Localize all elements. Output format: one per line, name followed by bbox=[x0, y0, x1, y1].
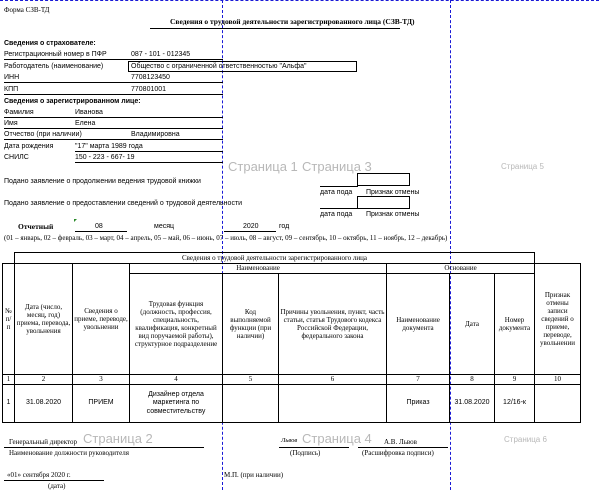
page-watermark-3: Страница 3 bbox=[302, 159, 372, 174]
header-event: Сведения о приеме, переводе, увольнении bbox=[73, 264, 130, 375]
decode-value: А.В. Львов bbox=[384, 438, 417, 446]
reg-value: 087 - 101 - 012345 bbox=[131, 51, 191, 58]
column-number: 10 bbox=[535, 375, 581, 385]
patronymic-line bbox=[4, 139, 223, 140]
cell-doc-number[interactable]: 12/16-к bbox=[495, 385, 535, 423]
page-watermark-6: Страница 6 bbox=[504, 435, 547, 444]
header-cancel: Признак отмены записи сведений о приеме, переводе, увольнении bbox=[535, 264, 581, 375]
name-line bbox=[4, 128, 223, 129]
form-title: Сведения о трудовой деятельности зарегистрированного лица (СЗВ-ТД) bbox=[170, 17, 415, 26]
column-number: 6 bbox=[279, 375, 387, 385]
snils-line bbox=[75, 162, 223, 163]
position-label: Наименование должности руководителя bbox=[9, 449, 129, 457]
position-line bbox=[4, 447, 204, 448]
year-line bbox=[224, 231, 276, 232]
provide-date-box[interactable] bbox=[357, 196, 410, 209]
provide-cancel-label: Признак отмены bbox=[366, 211, 420, 218]
header-reason: Причины увольнения, пункт, часть статьи, статья Трудового кодекса Российской Федерации, федерального закона bbox=[279, 274, 387, 375]
snils-label: СНИЛС bbox=[4, 154, 29, 161]
month-legend: (01 – январь, 02 – февраль, 03 – март, 04 – апрель, 05 – май, 06 – июнь, 07 – июль, 08 – август, 09 – сентябрь, 10 – октябрь, 11 – ноябрь, 12 – декабрь) bbox=[4, 234, 448, 242]
signature-line bbox=[279, 447, 349, 448]
patronymic-value: Владимировна bbox=[131, 131, 180, 138]
inn-label: ИНН bbox=[4, 74, 20, 81]
column-number: 1 bbox=[3, 375, 15, 385]
cell-date[interactable]: 31.08.2020 bbox=[15, 385, 73, 423]
stamp-label: М.П. (при наличии) bbox=[224, 471, 284, 479]
decode-line bbox=[358, 447, 448, 448]
kpp-line bbox=[4, 94, 223, 95]
patronymic-label: Отчество (при наличии) bbox=[4, 131, 82, 138]
table-row bbox=[3, 385, 581, 423]
continue-date-box[interactable] bbox=[357, 173, 410, 186]
column-number-row bbox=[3, 375, 581, 385]
continue-cancel-label: Признак отмены bbox=[366, 189, 420, 196]
inn-line bbox=[4, 82, 223, 83]
cell-event[interactable]: ПРИЕМ bbox=[73, 385, 130, 423]
birth-label: Дата рождения bbox=[4, 143, 54, 150]
position-value: Генеральный директор bbox=[9, 438, 77, 446]
header-doc-date: Дата bbox=[450, 274, 495, 375]
reg-line bbox=[4, 59, 223, 60]
name-label: Имя bbox=[4, 120, 18, 127]
cell-doc-date[interactable]: 31.08.2020 bbox=[450, 385, 495, 423]
kpp-label: КПП bbox=[4, 86, 19, 93]
header-code: Код выполняемой функции (при наличии) bbox=[223, 274, 279, 375]
column-number: 4 bbox=[130, 375, 223, 385]
snils-value: 150 - 223 - 667- 19 bbox=[75, 154, 135, 161]
cell-cancel[interactable] bbox=[535, 385, 581, 423]
header-doc-number: Номер документа bbox=[495, 274, 535, 375]
sign-date-value: «01» сентября 2020 г. bbox=[7, 471, 71, 479]
column-number: 7 bbox=[387, 375, 450, 385]
cell-code[interactable] bbox=[223, 385, 279, 423]
column-number: 3 bbox=[73, 375, 130, 385]
page-break-top bbox=[0, 0, 599, 1]
header-basis-group: Основание bbox=[387, 264, 535, 274]
continue-date-line bbox=[320, 186, 358, 187]
column-number: 8 bbox=[450, 375, 495, 385]
period-label: Отчетный bbox=[18, 222, 54, 231]
month-label: месяц bbox=[154, 223, 175, 230]
birth-line bbox=[75, 151, 223, 152]
inn-value: 7708123450 bbox=[131, 74, 170, 81]
column-number: 9 bbox=[495, 375, 535, 385]
employer-value: Общество с ограниченной ответственностью "Альфа" bbox=[131, 63, 307, 70]
column-number: 5 bbox=[223, 375, 279, 385]
cell-reason[interactable] bbox=[279, 385, 387, 423]
signature-label: (Подпись) bbox=[290, 449, 321, 457]
reg-label: Регистрационный номер в ПФР bbox=[4, 51, 107, 58]
provide-application-text: Подано заявление о предоставлении сведений о трудовой деятельности bbox=[4, 200, 243, 207]
cell-index[interactable]: 1 bbox=[3, 385, 15, 423]
signature-value: Львов bbox=[281, 437, 298, 444]
cell-function[interactable]: Дизайнер отдела маркетинга по совместительству bbox=[130, 385, 223, 423]
page-watermark-1: Страница 1 bbox=[228, 159, 298, 174]
year-label: год bbox=[279, 223, 290, 230]
employer-label: Работодатель (наименование) bbox=[4, 63, 104, 70]
kpp-value: 770801001 bbox=[131, 86, 167, 93]
decode-label: (Расшифровка подписи) bbox=[362, 449, 434, 457]
cell-doc-name[interactable]: Приказ bbox=[387, 385, 450, 423]
header-function: Трудовая функция (должность, профессия, специальность, квалификация, конкретный вид поручаемой работы), структурное подразделение bbox=[130, 274, 223, 375]
header-doc-name: Наименование документа bbox=[387, 274, 450, 375]
surname-line bbox=[4, 117, 223, 118]
title-rule bbox=[150, 28, 400, 29]
continue-application-text: Подано заявление о продолжении ведения трудовой книжки bbox=[4, 178, 201, 185]
birth-value: "17" марта 1989 года bbox=[75, 143, 143, 150]
header-name-group: Наименование bbox=[130, 264, 387, 274]
surname-value: Иванова bbox=[75, 109, 103, 116]
header-index: № п/п bbox=[3, 264, 15, 375]
insurer-heading: Сведения о страхователе: bbox=[4, 40, 96, 47]
name-value: Елена bbox=[75, 120, 96, 127]
year-value: 2020 bbox=[243, 223, 259, 230]
page-watermark-4: Страница 4 bbox=[302, 431, 372, 446]
provide-date-label: дата пода bbox=[320, 211, 353, 218]
labor-activity-table bbox=[2, 252, 581, 423]
table-group-title: Сведения о трудовой деятельности зарегистрированного лица bbox=[15, 253, 535, 264]
sign-date-line bbox=[4, 480, 104, 481]
sign-date-label: (дата) bbox=[48, 482, 66, 490]
person-heading: Сведения о зарегистрированном лице: bbox=[4, 98, 141, 105]
form-label: Форма СЗВ-ТД bbox=[4, 6, 50, 14]
header-date: Дата (число, месяц, год) приема, перевода, увольнения bbox=[15, 264, 73, 375]
provide-date-line bbox=[320, 208, 358, 209]
surname-label: Фамилия bbox=[4, 109, 34, 116]
period-marker-icon bbox=[74, 219, 77, 222]
month-line bbox=[75, 231, 127, 232]
column-number: 2 bbox=[15, 375, 73, 385]
month-value: 08 bbox=[95, 223, 103, 230]
page-watermark-5: Страница 5 bbox=[501, 162, 544, 171]
continue-date-label: дата пода bbox=[320, 189, 353, 196]
page-watermark-2: Страница 2 bbox=[83, 431, 153, 446]
